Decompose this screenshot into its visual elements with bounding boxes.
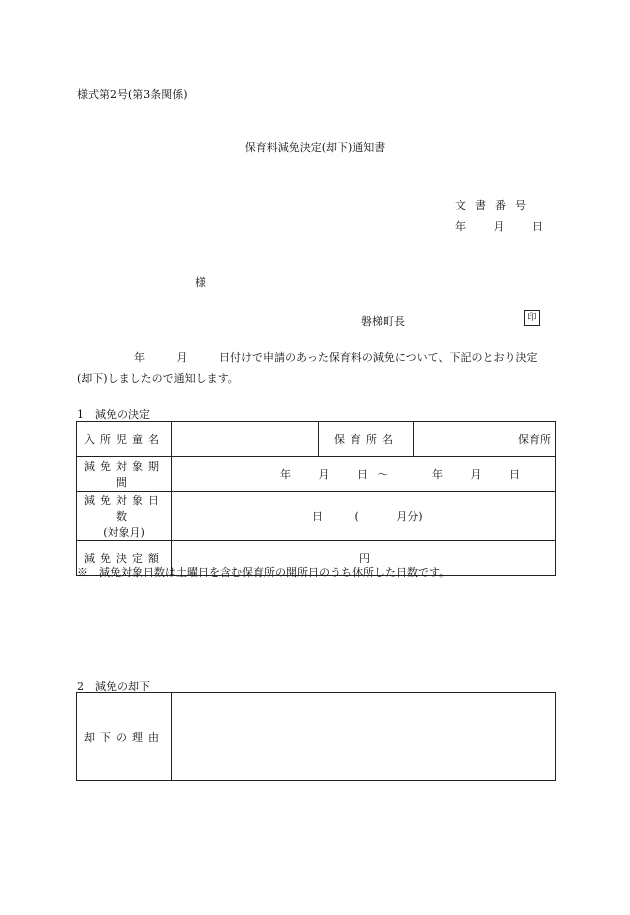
decision-table xyxy=(76,421,556,576)
issuer-name: 磐梯町長 xyxy=(361,315,405,328)
days-month: 月分) xyxy=(396,510,423,523)
period-tilde: ～ xyxy=(377,468,389,481)
nursery-name-field[interactable] xyxy=(414,422,556,457)
table-row xyxy=(77,693,556,781)
amount-label: 減免決定額 xyxy=(77,541,172,576)
period-label: 減免対象期間 xyxy=(77,457,172,492)
body-year: 年 xyxy=(134,351,145,364)
days-field[interactable] xyxy=(172,492,556,541)
document-date xyxy=(455,218,543,234)
form-number: 様式第2号(第3条関係) xyxy=(77,88,188,101)
period-from-year: 年 xyxy=(280,468,291,481)
period-from-month: 月 xyxy=(318,468,330,481)
table-row xyxy=(77,422,556,457)
table-row xyxy=(77,492,556,541)
date-month: 月 xyxy=(493,220,505,233)
body-month: 月 xyxy=(176,351,188,364)
nursery-suffix: 保育所 xyxy=(518,433,551,446)
document-title: 保育料減免決定(却下)通知書 xyxy=(244,141,386,154)
amount-unit: 円 xyxy=(359,552,370,565)
child-name-label: 入所児童名 xyxy=(77,422,172,457)
days-label: 減免対象日数 xyxy=(84,494,164,523)
section1-heading: 1 減免の決定 xyxy=(77,408,150,421)
section2-heading: 2 減免の却下 xyxy=(77,680,150,693)
child-name-field[interactable] xyxy=(172,422,319,457)
addressee-suffix: 様 xyxy=(195,276,206,289)
period-field[interactable] xyxy=(172,457,556,492)
rejection-reason-field[interactable] xyxy=(172,693,556,781)
rejection-table xyxy=(76,692,556,781)
body-main-text: 日付けで申請のあった保育料の減免について、下記のとおり決定 xyxy=(219,351,538,364)
nursery-name-label: 保育所名 xyxy=(319,422,414,457)
document-number-label: 文書番号 xyxy=(455,199,535,212)
period-to-month: 月 xyxy=(470,468,482,481)
body-text-line2: (却下)しましたので通知します。 xyxy=(77,372,239,385)
days-unit: 日 xyxy=(312,510,323,523)
period-to-day: 日 xyxy=(509,468,520,481)
date-day: 日 xyxy=(532,220,543,233)
date-year: 年 xyxy=(455,220,466,233)
days-label-cell xyxy=(77,492,172,541)
period-from-day: 日 xyxy=(357,468,368,481)
table-row xyxy=(77,457,556,492)
period-to-year: 年 xyxy=(432,468,443,481)
days-sublabel: (対象月) xyxy=(103,526,145,539)
rejection-reason-label: 却下の理由 xyxy=(77,693,172,781)
note-text: ※ 減免対象日数は土曜日を含む保育所の開所日のうち休所した日数です。 xyxy=(77,566,451,579)
seal-mark: 印 xyxy=(524,310,540,326)
body-text-line1 xyxy=(77,349,537,365)
days-paren-open: ( xyxy=(354,510,359,523)
